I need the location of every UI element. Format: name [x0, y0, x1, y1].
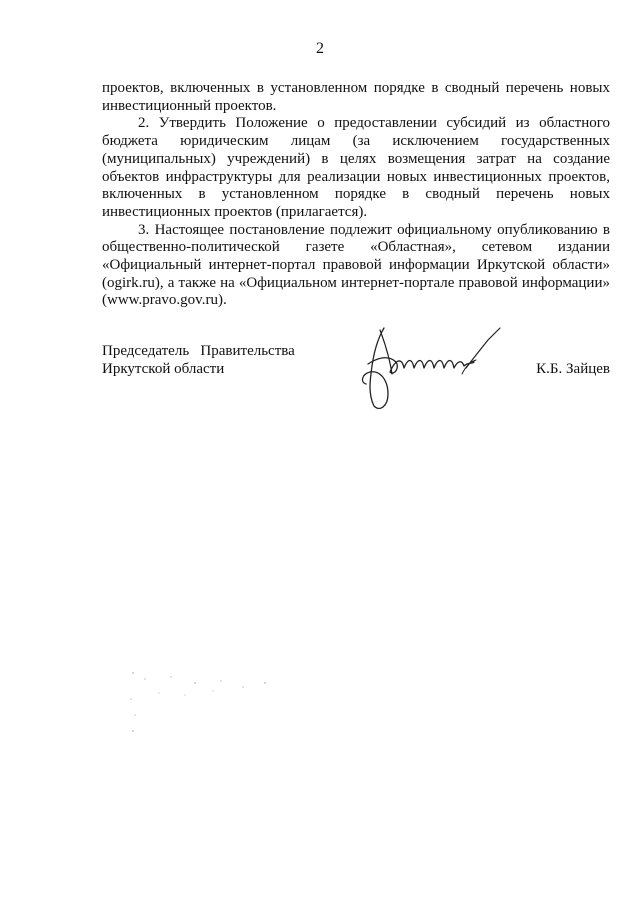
paragraph-continuation: проектов, включенных в установленном порядке в сводный перечень новых инвестиционный проектов.	[102, 80, 610, 114]
handwritten-signature	[350, 322, 510, 412]
scan-artifacts	[125, 665, 305, 745]
signer-title	[102, 342, 322, 378]
paragraph-item-3: 3. Настоящее постановление подлежит официальному опубликованию в общественно-политической газете «Областная», сетевом издании «Официальный интернет-портал правовой информации Иркутской области» (ogirk.ru), а также на «Официальном интернет-портале правовой информации» (www.pravo.gov.ru).	[102, 221, 610, 309]
page-number: 2	[316, 40, 324, 57]
document-body	[102, 80, 610, 310]
paragraph-item-2: 2. Утвердить Положение о предоставлении субсидий из областного бюджета юридическим лицам (за исключением государственных (муниципальных) учреждений) в целях возмещения затрат на создание объектов инфраструктуры для реализации новых инвестиционных проектов, включенных в установленном порядке в сводный перечень новых инвестиционных проектов (прилагается).	[102, 115, 610, 220]
signer-title-line-1: Председатель Правительства	[102, 343, 295, 359]
signature-block	[102, 342, 610, 432]
signer-title-line-2: Иркутской области	[102, 361, 225, 377]
signer-name: К.Б. Зайцев	[536, 361, 610, 377]
